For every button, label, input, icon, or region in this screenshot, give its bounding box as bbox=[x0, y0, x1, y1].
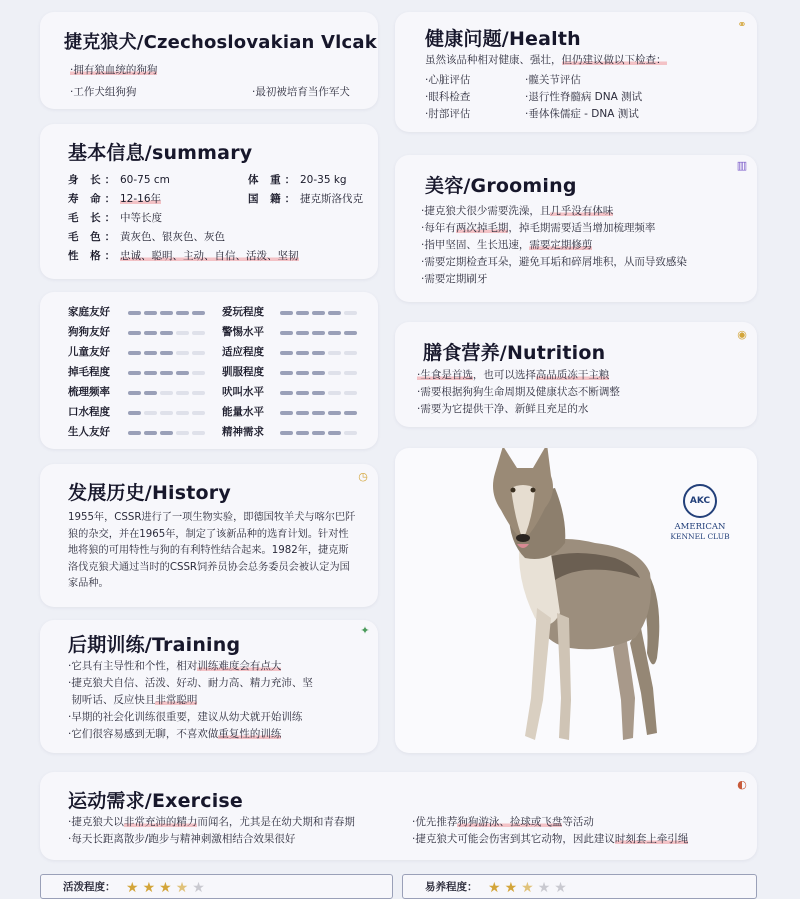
rating-segment bbox=[312, 431, 325, 435]
training-card bbox=[40, 620, 378, 753]
rating-segment bbox=[296, 391, 309, 395]
activity-label: 活泼程度： bbox=[63, 881, 116, 893]
health-item-1: ·心脏评估 bbox=[425, 74, 471, 86]
training-hl-1: 训练难度会有点大 bbox=[197, 660, 282, 672]
training-list bbox=[68, 658, 368, 743]
rating-segment bbox=[176, 371, 189, 375]
rating-segment bbox=[176, 411, 189, 415]
training-hl-4: 重复性的训练 bbox=[218, 728, 282, 740]
training-item-4: ·它们很容易感到无聊，不喜欢做重复性的训练 bbox=[68, 728, 282, 740]
exercise-title: 运动需求/Exercise bbox=[68, 790, 244, 812]
breed-card bbox=[40, 12, 378, 109]
exercise-left-2: ·每天长距离散步/跑步与精神刺激相结合效果很好 bbox=[68, 833, 296, 845]
rating-segment bbox=[160, 431, 173, 435]
star-icon: ★ bbox=[159, 880, 172, 896]
history-title: 发展历史/History bbox=[68, 482, 231, 504]
health-item-4: ·退行性脊髓病 DNA 测试 bbox=[525, 91, 643, 103]
rating-segment bbox=[160, 371, 173, 375]
rating-segment bbox=[344, 391, 357, 395]
rating-bar bbox=[280, 431, 357, 435]
rating-segment bbox=[312, 371, 325, 375]
ball-icon: ◐ bbox=[737, 778, 747, 791]
rating-segment bbox=[144, 431, 157, 435]
summary-left-value: 黄灰色、银灰色、灰色 bbox=[120, 231, 225, 243]
nutrition-card bbox=[395, 322, 757, 427]
rating-segment bbox=[128, 371, 141, 375]
breed-tag bbox=[70, 62, 157, 79]
rating-bar bbox=[280, 311, 357, 315]
star-icon: ★ bbox=[488, 880, 501, 896]
rating-segment bbox=[344, 351, 357, 355]
ease-panel bbox=[402, 874, 757, 899]
summary-left-key: 身 长： bbox=[68, 174, 120, 186]
rating-segment bbox=[128, 311, 141, 315]
exercise-hl-2: 狗狗游泳、捡球或飞盘 bbox=[457, 816, 563, 828]
health-card bbox=[395, 12, 757, 132]
rating-segment bbox=[128, 331, 141, 335]
rating-segment bbox=[312, 351, 325, 355]
rating-bar bbox=[128, 331, 205, 335]
rating-label: 家庭友好 bbox=[68, 306, 110, 318]
rating-bar bbox=[280, 371, 357, 375]
star-icon: ★ bbox=[521, 880, 534, 896]
health-item-2: ·髋关节评估 bbox=[525, 74, 581, 86]
rating-segment bbox=[344, 311, 357, 315]
rating-label: 能量水平 bbox=[222, 406, 264, 418]
training-hl-2: 非常聪明 bbox=[155, 694, 198, 706]
akc-line2: KENNEL CLUB bbox=[670, 532, 730, 541]
rating-segment bbox=[128, 431, 141, 435]
breed-title: 捷克狼犬/Czechoslovakian Vlcak bbox=[64, 32, 377, 53]
nutrition-hl-1a: ·生食是首选 bbox=[417, 369, 473, 381]
rating-segment bbox=[128, 391, 141, 395]
star-icon: ★ bbox=[504, 880, 518, 896]
rating-segment bbox=[176, 351, 189, 355]
rating-segment bbox=[128, 351, 141, 355]
rating-label: 驯服程度 bbox=[222, 366, 264, 378]
summary-left-value: 12-16年 bbox=[120, 193, 162, 205]
summary-right-row-1 bbox=[248, 172, 347, 189]
rating-segment bbox=[344, 331, 357, 335]
rating-segment bbox=[176, 311, 189, 315]
rating-segment bbox=[160, 351, 173, 355]
rating-bar bbox=[128, 431, 205, 435]
ratings-card bbox=[40, 292, 378, 449]
rating-segment bbox=[280, 411, 293, 415]
exercise-card bbox=[40, 772, 757, 860]
summary-left-row-4 bbox=[68, 229, 225, 246]
grooming-item-2: ·每年有两次掉毛期，掉毛期需要适当增加梳理频率 bbox=[421, 222, 656, 234]
rating-bar bbox=[128, 371, 205, 375]
rating-segment bbox=[328, 391, 341, 395]
rating-label: 警惕水平 bbox=[222, 326, 264, 338]
summary-left-value: 忠诚、聪明、主动、自信、活泼、坚韧 bbox=[120, 250, 299, 262]
nutrition-hl-1b: 高品质冻干主粮 bbox=[535, 369, 610, 381]
clock-icon: ◷ bbox=[358, 470, 368, 483]
rating-segment bbox=[344, 431, 357, 435]
grooming-item-5: ·需要定期刷牙 bbox=[421, 273, 488, 285]
rating-segment bbox=[192, 431, 205, 435]
health-item-6: ·垂体侏儒症 - DNA 测试 bbox=[525, 108, 639, 120]
health-intro-hl: 但仍建议做以下检查： bbox=[561, 54, 667, 66]
rating-label: 生人友好 bbox=[68, 426, 110, 438]
rating-label: 适应程度 bbox=[222, 346, 264, 358]
rating-label: 梳理频率 bbox=[68, 386, 110, 398]
rating-bar bbox=[128, 351, 205, 355]
grooming-card bbox=[395, 155, 757, 302]
exercise-right bbox=[412, 814, 752, 848]
rating-segment bbox=[328, 431, 341, 435]
summary-left-row-1 bbox=[68, 172, 170, 189]
history-text: 1955年，CSSR进行了一项生物实验，即德国牧羊犬与喀尔巴阡狼的杂交，并在1965年，制定了该新品种的选育计划。针对性地将狼的可用特性与狗的有利特性结合起来。1982年，捷克斯洛伐克狼犬通过当时的CSSR饲养员协会总务委员会被认定为国家品种。 bbox=[68, 512, 356, 589]
summary-right bbox=[248, 172, 378, 212]
health-item-5: ·肘部评估 bbox=[425, 108, 471, 120]
rating-segment bbox=[128, 411, 141, 415]
rating-segment bbox=[192, 351, 205, 355]
summary-card bbox=[40, 124, 378, 279]
rating-segment bbox=[312, 411, 325, 415]
rating-bar bbox=[280, 391, 357, 395]
nutrition-list bbox=[417, 367, 747, 418]
health-intro: 虽然该品种相对健康、强壮，但仍建议做以下检查： bbox=[425, 54, 667, 66]
summary-title: 基本信息/summary bbox=[68, 142, 253, 164]
rating-segment bbox=[296, 351, 309, 355]
dog-photo-card bbox=[395, 448, 757, 753]
star-icon: ★ bbox=[554, 880, 567, 896]
rating-segment bbox=[176, 431, 189, 435]
rating-segment bbox=[144, 411, 157, 415]
rating-segment bbox=[312, 311, 325, 315]
star-icon: ★ bbox=[175, 880, 189, 896]
rating-segment bbox=[192, 371, 205, 375]
exercise-left bbox=[68, 814, 408, 848]
akc-line1: AMERICAN bbox=[674, 522, 726, 532]
rating-segment bbox=[192, 331, 205, 335]
rating-segment bbox=[160, 331, 173, 335]
health-title: 健康问题/Health bbox=[425, 28, 581, 50]
history-card bbox=[40, 464, 378, 607]
summary-left-key: 毛 色： bbox=[68, 231, 120, 243]
rating-segment bbox=[328, 371, 341, 375]
rating-segment bbox=[144, 331, 157, 335]
rating-segment bbox=[280, 331, 293, 335]
akc-logo bbox=[665, 484, 735, 541]
nutrition-title: 膳食营养/Nutrition bbox=[423, 342, 606, 364]
grooming-item-4: ·需要定期检查耳朵，避免耳垢和碎屑堆积，从而导致感染 bbox=[421, 256, 687, 268]
rating-segment bbox=[344, 411, 357, 415]
grooming-hl-3: 需要定期修剪 bbox=[529, 239, 593, 251]
rating-bar bbox=[280, 331, 357, 335]
star-icon: ★ bbox=[142, 880, 156, 896]
training-title: 后期训练/Training bbox=[68, 634, 241, 656]
training-item-2: ·捷克狼犬自信、活泼、好动、耐力高、精力充沛、坚 韧听话、反应快且非常聪明 bbox=[68, 677, 313, 706]
rating-label: 口水程度 bbox=[68, 406, 110, 418]
training-item-3: ·早期的社会化训练很重要，建议从幼犬就开始训练 bbox=[68, 711, 303, 723]
rating-segment bbox=[328, 311, 341, 315]
grooming-hl-2: 两次掉毛期 bbox=[455, 222, 509, 234]
nutrition-item-3: ·需要为它提供干净、新鲜且充足的水 bbox=[417, 403, 589, 415]
rating-segment bbox=[328, 351, 341, 355]
exercise-right-2: ·捷克狼犬可能会伤害到其它动物，因此建议时刻套上牵引绳 bbox=[412, 833, 689, 845]
akc-mark: AKC bbox=[683, 484, 717, 518]
rating-label: 精神需求 bbox=[222, 426, 264, 438]
rating-segment bbox=[160, 311, 173, 315]
rating-segment bbox=[280, 351, 293, 355]
rating-segment bbox=[296, 431, 309, 435]
rating-bar bbox=[280, 351, 357, 355]
rating-label: 儿童友好 bbox=[68, 346, 110, 358]
exercise-hl-3: 时刻套上牵引绳 bbox=[614, 833, 689, 845]
grooming-item-1: ·捷克狼犬很少需要洗澡，且几乎没有体味 bbox=[421, 205, 614, 217]
rating-segment bbox=[296, 371, 309, 375]
star-icon: ★ bbox=[192, 880, 205, 896]
summary-right-value: 20-35 kg bbox=[300, 174, 347, 186]
rating-segment bbox=[144, 391, 157, 395]
activity-panel bbox=[40, 874, 393, 899]
rating-segment bbox=[280, 431, 293, 435]
rating-label: 掉毛程度 bbox=[68, 366, 110, 378]
rating-label: 爱玩程度 bbox=[222, 306, 264, 318]
exercise-left-1: ·捷克狼犬以非常充沛的精力而闻名，尤其是在幼犬期和青春期 bbox=[68, 816, 355, 828]
rating-segment bbox=[312, 391, 325, 395]
summary-right-key: 体 重： bbox=[248, 174, 300, 186]
rating-segment bbox=[280, 391, 293, 395]
activity-stars bbox=[126, 877, 209, 896]
rating-segment bbox=[160, 391, 173, 395]
summary-left-value: 60-75 cm bbox=[120, 174, 170, 186]
rating-segment bbox=[328, 331, 341, 335]
ease-stars bbox=[488, 877, 571, 896]
rating-segment bbox=[312, 331, 325, 335]
rating-label: 狗狗友好 bbox=[68, 326, 110, 338]
grooming-hl-1: 几乎没有体味 bbox=[550, 205, 614, 217]
training-item-1: ·它具有主导性和个性，相对训练难度会有点大 bbox=[68, 660, 282, 672]
rating-bar bbox=[128, 391, 205, 395]
summary-left-key: 性 格： bbox=[68, 250, 120, 262]
rating-segment bbox=[280, 371, 293, 375]
summary-left-key: 毛 长： bbox=[68, 212, 120, 224]
star-icon: ★ bbox=[537, 880, 551, 896]
rating-segment bbox=[296, 411, 309, 415]
exercise-hl-1: 非常充沛的精力 bbox=[123, 816, 198, 828]
nutrition-item-1: ·生食是首选，也可以选择高品质冻干主粮 bbox=[417, 369, 610, 381]
grooming-item-3: ·指甲坚固、生长迅速，需要定期修剪 bbox=[421, 239, 593, 251]
summary-left-value: 中等长度 bbox=[120, 212, 162, 224]
rating-segment bbox=[160, 411, 173, 415]
ease-label: 易养程度： bbox=[425, 881, 478, 893]
summary-left-row-2 bbox=[68, 191, 161, 208]
training-icon: ✦ bbox=[360, 624, 370, 637]
rating-label: 吠叫水平 bbox=[222, 386, 264, 398]
summary-right-value: 捷克斯洛伐克 bbox=[300, 193, 363, 205]
brush-icon: ▥ bbox=[736, 159, 748, 172]
rating-segment bbox=[344, 371, 357, 375]
rating-segment bbox=[144, 311, 157, 315]
rating-segment bbox=[192, 311, 205, 315]
rating-bar bbox=[128, 411, 205, 415]
dog-illustration bbox=[475, 448, 675, 753]
breed-item-2: ·最初被培育当作军犬 bbox=[252, 86, 350, 98]
breed-tag-text: ·拥有狼血统的狗狗 bbox=[70, 64, 158, 76]
rating-segment bbox=[296, 331, 309, 335]
rating-segment bbox=[192, 391, 205, 395]
summary-right-key: 国 籍： bbox=[248, 193, 300, 205]
summary-left-row-3 bbox=[68, 210, 162, 227]
rating-segment bbox=[176, 391, 189, 395]
star-icon: ★ bbox=[126, 880, 139, 896]
health-item-3: ·眼科检查 bbox=[425, 91, 471, 103]
rating-bar bbox=[128, 311, 205, 315]
rating-segment bbox=[144, 371, 157, 375]
rating-segment bbox=[192, 411, 205, 415]
exercise-right-1: ·优先推荐狗狗游泳、捡球或飞盘等活动 bbox=[412, 816, 594, 828]
rating-segment bbox=[176, 331, 189, 335]
summary-left-row-5 bbox=[68, 248, 299, 265]
rating-segment bbox=[328, 411, 341, 415]
summary-right-row-2 bbox=[248, 191, 363, 208]
breed-item-1: ·工作犬组狗狗 bbox=[70, 86, 137, 98]
rating-segment bbox=[144, 351, 157, 355]
nutrition-item-2: ·需要根据狗狗生命周期及健康状态不断调整 bbox=[417, 386, 620, 398]
pill-icon: ⚭ bbox=[737, 18, 747, 31]
grooming-list bbox=[421, 203, 751, 288]
rating-segment bbox=[296, 311, 309, 315]
rating-bar bbox=[280, 411, 357, 415]
summary-left-key: 寿 命： bbox=[68, 193, 120, 205]
rating-segment bbox=[280, 311, 293, 315]
grooming-title: 美容/Grooming bbox=[425, 175, 577, 197]
food-icon: ◉ bbox=[737, 328, 747, 341]
